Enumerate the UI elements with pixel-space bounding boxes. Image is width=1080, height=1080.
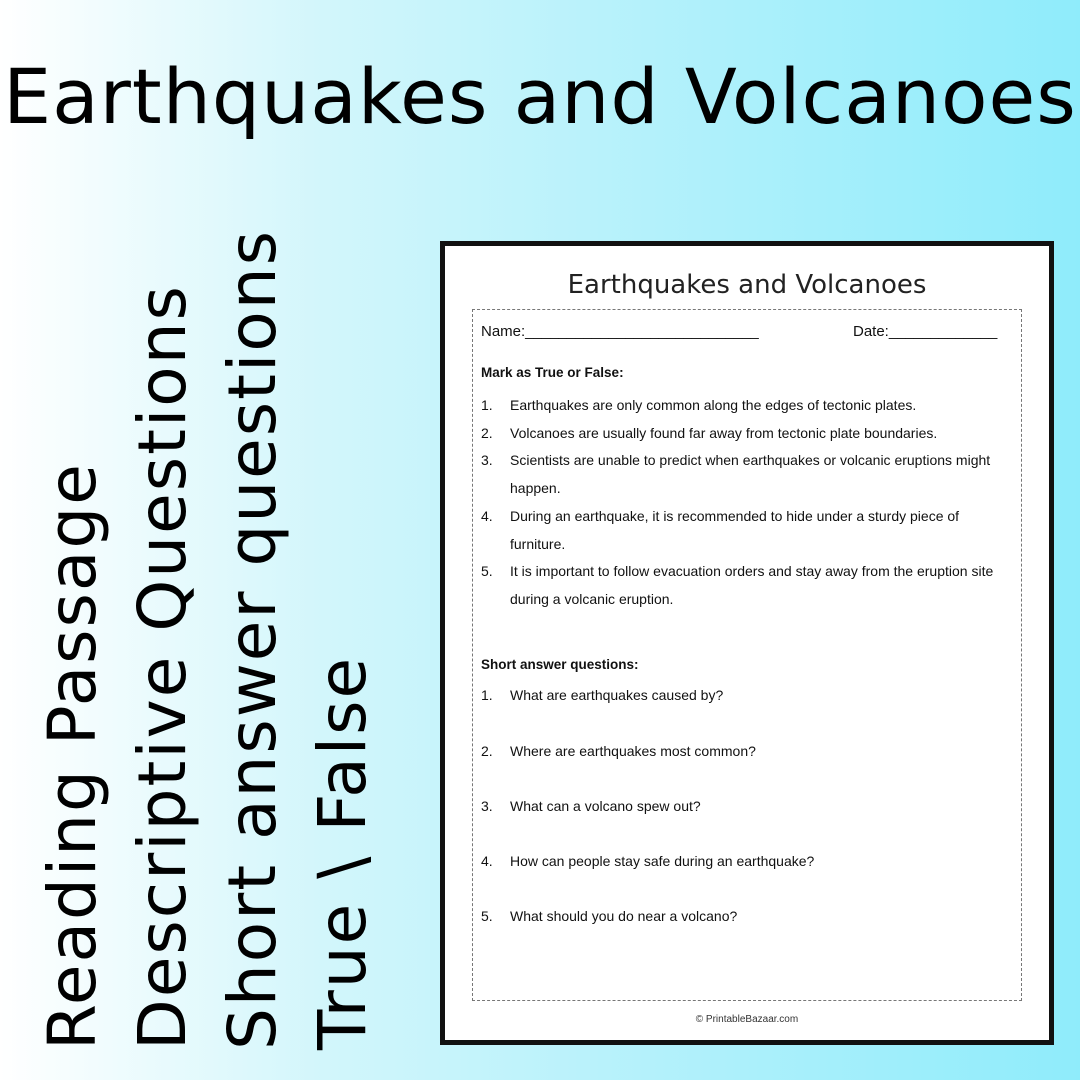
item-text: Volcanoes are usually found far away from tectonic plate boundaries.	[510, 425, 938, 441]
item-text: During an earthquake, it is recommended to hide under a sturdy piece of furniture.	[510, 508, 960, 552]
item-text: What are earthquakes caused by?	[510, 687, 724, 703]
true-false-item	[481, 557, 1001, 613]
item-number: 1.	[481, 687, 493, 703]
item-number: 3.	[481, 452, 493, 468]
short-answer-item	[481, 681, 1001, 709]
item-number: 2.	[481, 425, 493, 441]
date-field: Date:_____________	[853, 323, 998, 340]
side-label-reading-passage: Reading Passage	[34, 462, 111, 1050]
true-false-heading: Mark as True or False:	[481, 365, 624, 380]
item-number: 3.	[481, 798, 493, 814]
side-label-descriptive-questions: Descriptive Questions	[124, 284, 201, 1050]
side-label-short-answer-questions: Short answer questions	[214, 229, 291, 1050]
worksheet-title: Earthquakes and Volcanoes	[567, 270, 927, 300]
true-false-item	[481, 419, 1001, 447]
item-number: 1.	[481, 397, 493, 413]
true-false-item	[481, 446, 1001, 502]
item-text: It is important to follow evacuation orders and stay away from the eruption site during a volcanic eruption.	[510, 563, 994, 607]
item-number: 5.	[481, 563, 493, 579]
short-answer-item	[481, 902, 1001, 930]
true-false-item	[481, 391, 1001, 419]
item-number: 5.	[481, 908, 493, 924]
side-label-true-false: True \ False	[304, 655, 381, 1050]
short-answer-item	[481, 792, 1001, 820]
item-text: Earthquakes are only common along the edges of tectonic plates.	[510, 397, 917, 413]
item-text: What should you do near a volcano?	[510, 908, 738, 924]
name-field: Name:____________________________	[481, 323, 759, 340]
copyright-notice: © PrintableBazaar.com	[695, 1014, 799, 1025]
item-text: Scientists are unable to predict when earthquakes or volcanic eruptions might happen.	[510, 452, 991, 496]
item-text: How can people stay safe during an earthquake?	[510, 853, 815, 869]
worksheet-preview	[440, 241, 1054, 1045]
short-answer-item	[481, 847, 1001, 875]
true-false-item	[481, 502, 1001, 558]
item-number: 2.	[481, 743, 493, 759]
item-text: Where are earthquakes most common?	[510, 743, 756, 759]
side-label-list	[34, 229, 381, 1050]
short-answer-heading: Short answer questions:	[481, 657, 639, 672]
item-number: 4.	[481, 853, 493, 869]
short-answer-item	[481, 737, 1001, 765]
item-text: What can a volcano spew out?	[510, 798, 701, 814]
worksheet-content-box	[472, 309, 1022, 1001]
item-number: 4.	[481, 508, 493, 524]
page-title: Earthquakes and Volcanoes	[3, 52, 1077, 141]
